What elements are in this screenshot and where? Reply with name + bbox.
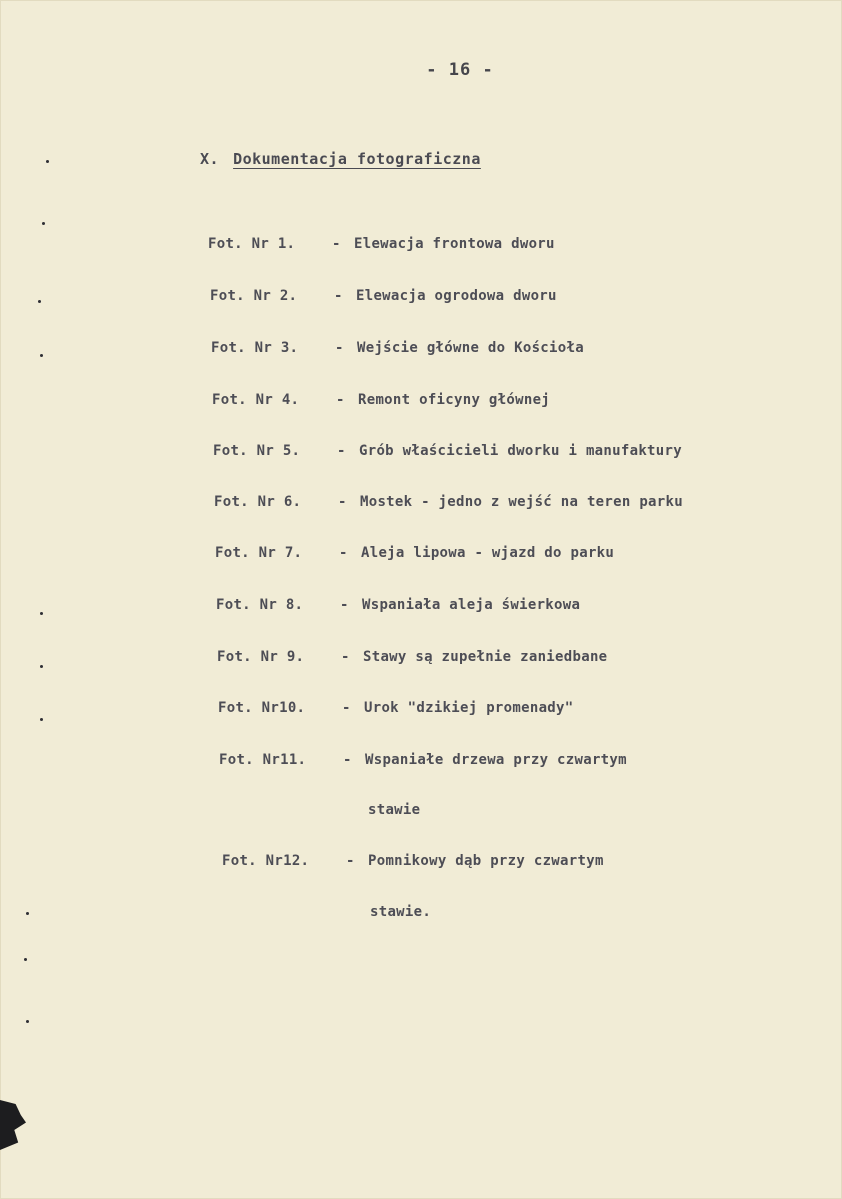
photo-label: Fot. Nr 2.: [210, 288, 298, 304]
caption-continuation: stawie: [368, 802, 421, 818]
photo-caption: Remont oficyny głównej: [358, 392, 551, 408]
margin-mark: [40, 354, 43, 357]
photo-caption: Stawy są zupełnie zaniedbane: [363, 649, 608, 665]
photo-caption: Wspaniałe drzewa przy czwartym: [365, 752, 627, 768]
caption-continuation: stawie.: [370, 904, 432, 920]
photo-caption: Mostek - jedno z wejść na teren parku: [360, 494, 683, 510]
section-heading: [200, 150, 481, 168]
photo-entry: [222, 853, 604, 869]
photo-label: Fot. Nr10.: [218, 700, 306, 716]
photo-label: Fot. Nr12.: [222, 853, 310, 869]
section-title: Dokumentacja fotograficzna: [233, 150, 481, 168]
torn-edge: [0, 1100, 26, 1150]
margin-mark: [26, 912, 29, 915]
photo-entry: [214, 494, 683, 510]
entry-dash: -: [337, 443, 346, 459]
entry-dash: -: [343, 752, 352, 768]
photo-entry: [218, 700, 574, 716]
photo-caption: Wejście główne do Kościoła: [357, 340, 584, 356]
photo-label: Fot. Nr 7.: [215, 545, 303, 561]
photo-label: Fot. Nr 9.: [217, 649, 305, 665]
entry-dash: -: [332, 236, 341, 252]
entry-dash: -: [342, 700, 351, 716]
photo-entry: [216, 597, 580, 613]
photo-label: Fot. Nr 8.: [216, 597, 304, 613]
photo-entry: [219, 752, 627, 768]
photo-caption: Grób właścicieli dworku i manufaktury: [359, 443, 682, 459]
margin-mark: [38, 300, 41, 303]
photo-entry: [215, 545, 614, 561]
entry-dash: -: [341, 649, 350, 665]
photo-entry: [212, 392, 550, 408]
photo-label: Fot. Nr 5.: [213, 443, 301, 459]
entry-dash: -: [334, 288, 343, 304]
photo-caption: Elewacja ogrodowa dworu: [356, 288, 557, 304]
photo-label: Fot. Nr 1.: [208, 236, 296, 252]
margin-mark: [26, 1020, 29, 1023]
entry-dash: -: [339, 545, 348, 561]
photo-entry: [217, 649, 607, 665]
entry-dash: -: [340, 597, 349, 613]
margin-mark: [24, 958, 27, 961]
margin-mark: [42, 222, 45, 225]
photo-entry: [208, 236, 555, 252]
margin-mark: [40, 665, 43, 668]
photo-caption: Wspaniała aleja świerkowa: [362, 597, 581, 613]
photo-label: Fot. Nr 6.: [214, 494, 302, 510]
photo-caption: Pomnikowy dąb przy czwartym: [368, 853, 604, 869]
margin-mark: [40, 718, 43, 721]
photo-caption: Elewacja frontowa dworu: [354, 236, 555, 252]
photo-caption: Aleja lipowa - wjazd do parku: [361, 545, 615, 561]
photo-label: Fot. Nr 3.: [211, 340, 299, 356]
entry-dash: -: [335, 340, 344, 356]
photo-label: Fot. Nr 4.: [212, 392, 300, 408]
photo-entry: [210, 288, 557, 304]
entry-dash: -: [346, 853, 355, 869]
margin-mark: [46, 160, 49, 163]
margin-mark: [40, 612, 43, 615]
photo-caption: Urok "dzikiej promenady": [364, 700, 574, 716]
page-number: - 16 -: [426, 60, 494, 80]
entry-dash: -: [336, 392, 345, 408]
photo-label: Fot. Nr11.: [219, 752, 307, 768]
entry-dash: -: [338, 494, 347, 510]
photo-entry: [211, 340, 584, 356]
section-number: X.: [200, 150, 220, 168]
photo-entry: [213, 443, 682, 459]
